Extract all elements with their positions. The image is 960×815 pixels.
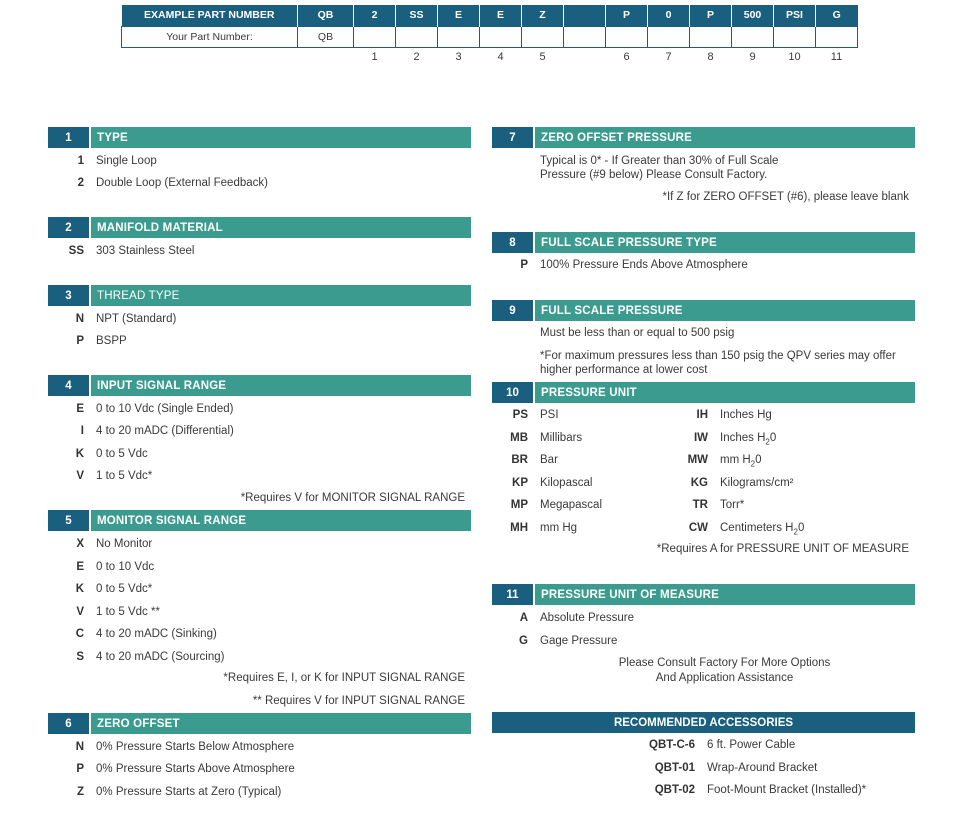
section-thread-type: [48, 285, 471, 306]
position-number: [298, 47, 354, 67]
example-cell: PSI: [774, 5, 816, 26]
example-part-number-row: [122, 5, 858, 26]
section-number: 8: [492, 232, 533, 253]
section-type: [48, 127, 471, 148]
section-title: PRESSURE UNIT: [535, 382, 915, 403]
section-number: 11: [492, 584, 533, 605]
position-number: 8: [707, 51, 714, 64]
section-title: FULL SCALE PRESSURE TYPE: [535, 232, 915, 253]
section-title: TYPE: [91, 127, 471, 148]
section-number: 9: [492, 300, 533, 321]
section-title: THREAD TYPE: [91, 285, 471, 306]
your-cell: [606, 26, 648, 47]
section-title: FULL SCALE PRESSURE: [535, 300, 915, 321]
position-number: 11: [830, 51, 843, 64]
section-number: 10: [492, 382, 533, 403]
description-line: *For maximum pressures less than 150 psig the QPV series may offer: [540, 350, 896, 362]
example-cell: SS: [396, 5, 438, 26]
section-pressure-unit-of-measure: [492, 584, 915, 605]
your-cell: [480, 26, 522, 47]
example-cell: QB: [298, 5, 354, 26]
section-title: MONITOR SIGNAL RANGE: [91, 510, 471, 531]
position-number: 4: [497, 51, 504, 64]
your-cell: [522, 26, 564, 47]
section-title: PRESSURE UNIT OF MEASURE: [535, 584, 915, 605]
position-number: 1: [371, 51, 378, 64]
your-cell: [354, 26, 396, 47]
section-full-scale-pressure: [492, 300, 915, 321]
position-number: 2: [413, 51, 420, 64]
section-number: 1: [48, 127, 89, 148]
your-part-number-row: [122, 26, 858, 47]
section-title: ZERO OFFSET PRESSURE: [535, 127, 915, 148]
your-cell: [816, 26, 858, 47]
position-number: 7: [665, 51, 672, 64]
description-line: Pressure (#9 below) Please Consult Factory.: [540, 169, 768, 181]
your-cell: [774, 26, 816, 47]
accessories-header: RECOMMENDED ACCESSORIES: [492, 712, 915, 733]
example-cell: G: [816, 5, 858, 26]
section-title: MANIFOLD MATERIAL: [91, 217, 471, 238]
section-pressure-unit: [492, 382, 915, 403]
section-full-scale-pressure-type: [492, 232, 915, 253]
consult-line: Please Consult Factory For More Options: [618, 657, 831, 669]
section-zero-offset-pressure: [492, 127, 915, 148]
section-number: 5: [48, 510, 89, 531]
example-cell: E: [480, 5, 522, 26]
footnote: *Requires A for PRESSURE UNIT OF MEASURE: [656, 543, 909, 555]
position-number: 10: [788, 51, 801, 64]
example-cell: Z: [522, 5, 564, 26]
consult-line: And Application Assistance: [655, 672, 794, 684]
example-part-number-label: EXAMPLE PART NUMBER: [122, 5, 298, 26]
your-part-number-label: Your Part Number:: [122, 26, 298, 47]
description-line: Typical is 0* - If Greater than 30% of Full Scale: [540, 155, 779, 167]
example-cell: P: [690, 5, 732, 26]
description-line: higher performance at lower cost: [540, 364, 708, 376]
position-number-row: [122, 47, 858, 67]
your-cell: [438, 26, 480, 47]
footnote: ** Requires V for INPUT SIGNAL RANGE: [252, 695, 465, 707]
section-number: 7: [492, 127, 533, 148]
example-cell: E: [438, 5, 480, 26]
position-number: [564, 47, 606, 67]
section-input-signal-range: [48, 375, 471, 396]
section-title: ZERO OFFSET: [91, 713, 471, 734]
section-number: 6: [48, 713, 89, 734]
section-title: INPUT SIGNAL RANGE: [91, 375, 471, 396]
description-line: Must be less than or equal to 500 psig: [540, 327, 735, 339]
section-monitor-signal-range: [48, 510, 471, 531]
footnote: *Requires V for MONITOR SIGNAL RANGE: [240, 492, 465, 504]
example-cell: P: [606, 5, 648, 26]
section-zero-offset: [48, 713, 471, 734]
your-cell: [690, 26, 732, 47]
position-number: 3: [455, 51, 462, 64]
example-cell: 500: [732, 5, 774, 26]
your-cell: QB: [298, 26, 354, 47]
section-number: 2: [48, 217, 89, 238]
position-number: 9: [749, 51, 756, 64]
example-cell: [564, 5, 606, 26]
position-number: 6: [623, 51, 630, 64]
section-manifold-material: [48, 217, 471, 238]
position-number: 5: [539, 51, 546, 64]
section-number: 4: [48, 375, 89, 396]
part-number-table: [121, 5, 858, 67]
footnote: *Requires E, I, or K for INPUT SIGNAL RANGE: [223, 672, 465, 684]
your-cell: [732, 26, 774, 47]
footnote: *If Z for ZERO OFFSET (#6), please leave blank: [662, 191, 909, 203]
section-number: 3: [48, 285, 89, 306]
your-cell: [396, 26, 438, 47]
example-cell: 2: [354, 5, 396, 26]
your-cell: [648, 26, 690, 47]
your-cell: [564, 26, 606, 47]
example-cell: 0: [648, 5, 690, 26]
